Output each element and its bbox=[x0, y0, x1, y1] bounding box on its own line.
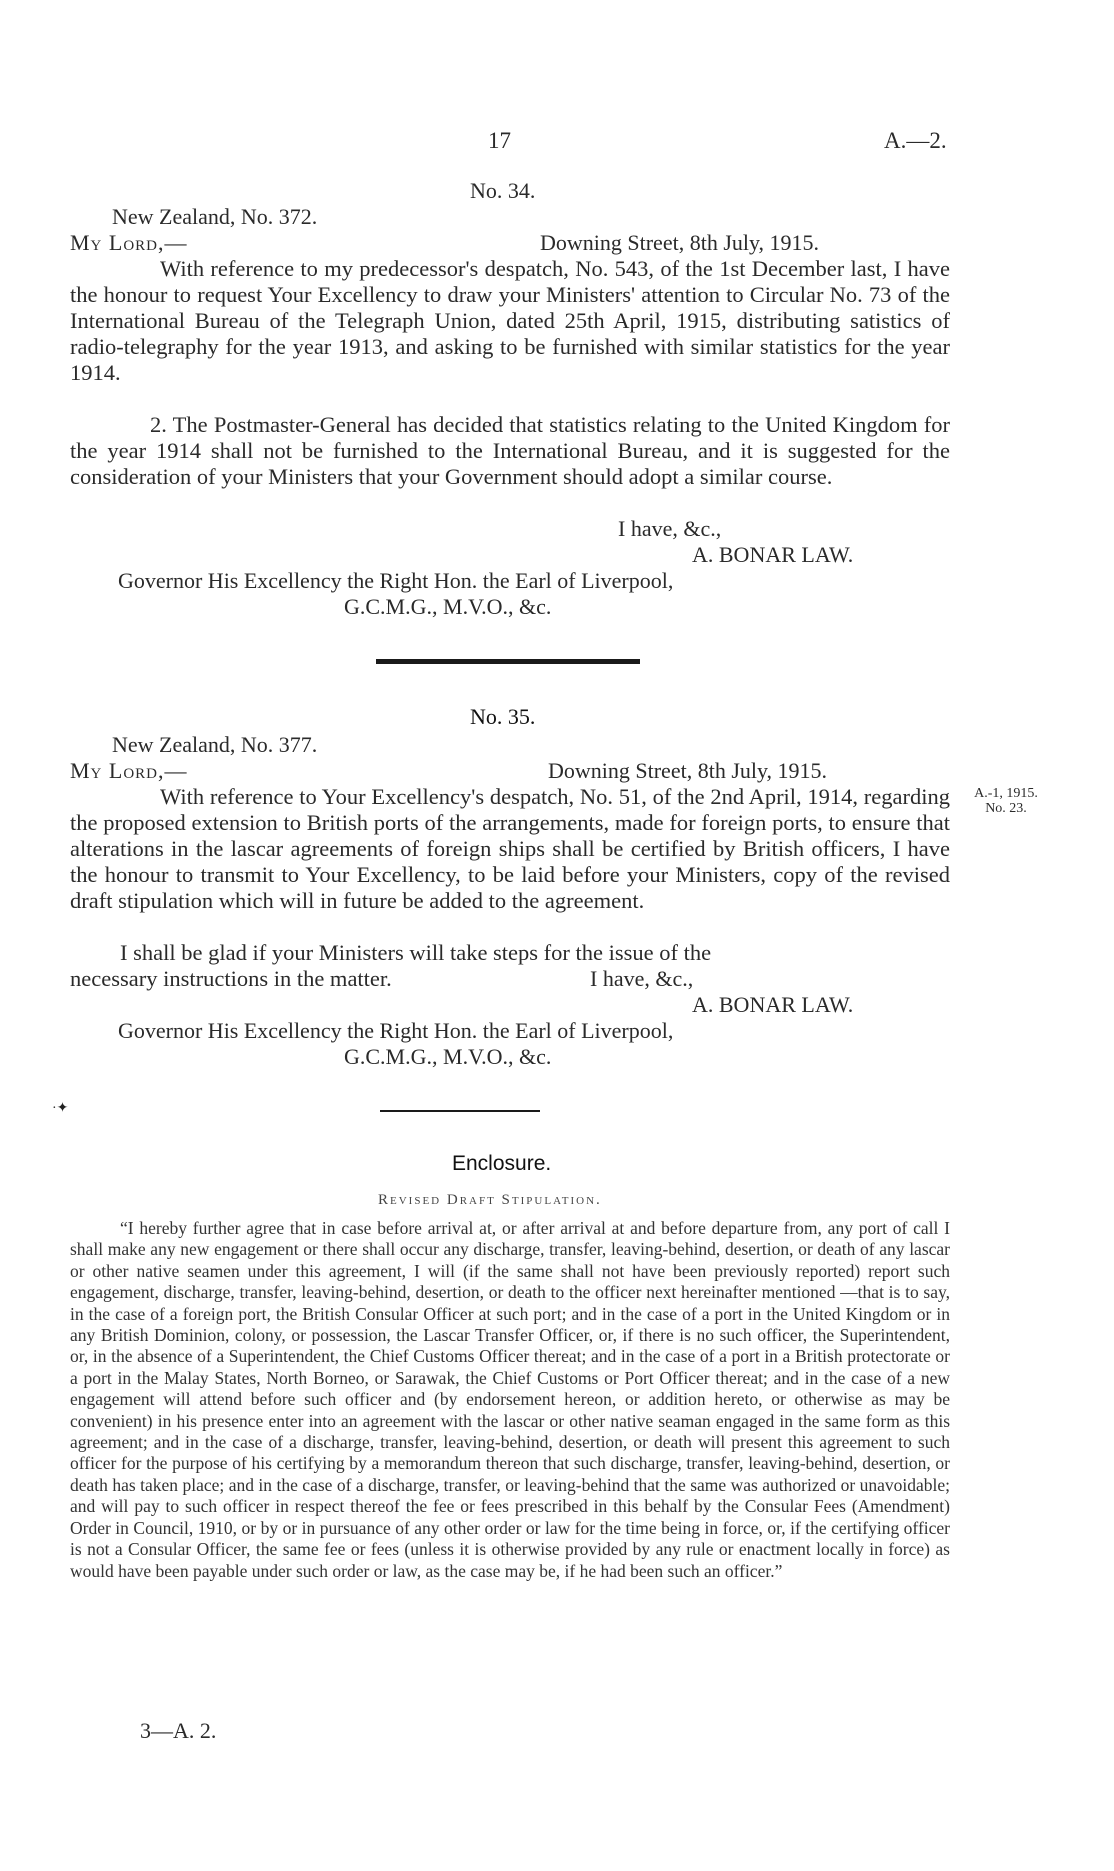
addressee-line-1: Governor His Excellency the Right Hon. the Earl of Liverpool, bbox=[118, 1018, 674, 1043]
enclosure-title: Enclosure. bbox=[452, 1152, 552, 1175]
salutation: My Lord,— bbox=[70, 230, 188, 255]
printer-mark-icon: ·✦ bbox=[52, 1101, 69, 1116]
salutation: My Lord,— bbox=[70, 758, 188, 783]
addressee-line-1: Governor His Excellency the Right Hon. the Earl of Liverpool, bbox=[118, 568, 674, 593]
paragraph-2: 2. The Postmaster-General has decided that statistics relating to the United Kingdom for the year 1914 shall not be furnished to the International Bureau, and it is suggested for the consideration of your Ministers that your Government should adopt a similar course. bbox=[70, 412, 950, 489]
paragraph-1: With reference to my predecessor's despatch, No. 543, of the 1st December last, I have the honour to request Your Excellency to draw your Ministers' attention to Circular No. 73 of the International Bureau of the Telegraph Union, dated 25th April, 1915, distributing satistics of radio-telegraphy for the year 1913, and asking to be furnished with similar statistics for the year 1914. bbox=[70, 256, 950, 385]
closing: I have, &c., bbox=[618, 516, 722, 541]
despatch-reference: New Zealand, No. 377. bbox=[112, 732, 318, 757]
letter-number: No. 34. bbox=[470, 178, 536, 203]
page-number: 17 bbox=[488, 128, 511, 153]
addressee-line-2: G.C.M.G., M.V.O., &c. bbox=[344, 594, 552, 619]
paragraph-1: With reference to Your Excellency's despatch, No. 51, of the 2nd April, 1914, regarding the proposed extension to British ports of the arrangements, made for foreign ports, to ensure that alterations in the lascar agreements of foreign ships shall be certified by British officers, I have the honour to transmit to Your Excellency, to be laid before your Ministers, copy of the revised draft stipulation which will in future be added to the agreement. bbox=[70, 784, 950, 913]
stipulation-text: “I hereby further agree that in case before arrival at, or after arrival at and before departure from, any port of call I shall make any new engagement or there shall occur any discharge, transfer, leaving-behind, desertion, or death of any lascar or other native seamen under this agreement, I will (if the same shall not have been previously reported) report such engagement, discharge, transfer, leaving-behind, desertion, or death to the officer next hereinafter mentioned —that is to say, in the case of a foreign port, the British Consular Officer at such port; and in the case of a port in the United Kingdom or in any British Dominion, colony, or possession, the Lascar Transfer Officer, or, if there is no such officer, the Superintendent, or, in the absence of a Superintendent, the Chief Customs Officer thereat; and in the case of a port in a British protectorate or a port in the Malay States, North Borneo, or Sarawak, the Chief Customs or Port Officer thereat; and in the case of a new engagement will attend before such officer and (by endorsement hereon, or addition hereto, or otherwise as may be convenient) in his presence enter into an agreement with the lascar or other native seaman engaged in the same form as this agreement; and in the case of a discharge, transfer, leaving-behind, desertion, or death will present this agreement to such officer for the purpose of his certifying by a memorandum thereon that such discharge, transfer, leaving-behind, desertion, or death has taken place; and in the case of a discharge, transfer, or leaving-behind that the same was authorized or unavoidable; and will pay to such officer in respect thereof the fee or fees prescribed in this behalf by the Consular Fees (Amendment) Order in Council, 1910, or by or in pursuance of any other order or law for the time being in force, or, if the certifying officer is not a Consular Officer, the same fee or fees (unless it is otherwise provided by any rule or enactment locally in force) as would have been payable under such order or law, as the case may be, if he had been such an officer.” bbox=[70, 1218, 950, 1581]
signature-mark: 3—A. 2. bbox=[140, 1718, 217, 1743]
place-date: Downing Street, 8th July, 1915. bbox=[548, 758, 828, 783]
signature: A. BONAR LAW. bbox=[692, 542, 854, 567]
closing: I have, &c., bbox=[590, 966, 694, 991]
letter-number: No. 35. bbox=[470, 704, 536, 729]
despatch-reference: New Zealand, No. 372. bbox=[112, 204, 318, 229]
addressee-line-2: G.C.M.G., M.V.O., &c. bbox=[344, 1044, 552, 1069]
signature: A. BONAR LAW. bbox=[692, 992, 854, 1017]
document-reference: A.—2. bbox=[884, 128, 947, 153]
place-date: Downing Street, 8th July, 1915. bbox=[540, 230, 820, 255]
section-divider bbox=[376, 659, 640, 664]
margin-note: A.-1, 1915. No. 23. bbox=[974, 786, 1038, 816]
enclosure-subtitle: Revised Draft Stipulation. bbox=[378, 1192, 602, 1208]
section-divider-thin bbox=[380, 1110, 540, 1112]
paragraph-2: I shall be glad if your Ministers will take steps for the issue of the necessary instructions in the matter. bbox=[70, 940, 712, 991]
